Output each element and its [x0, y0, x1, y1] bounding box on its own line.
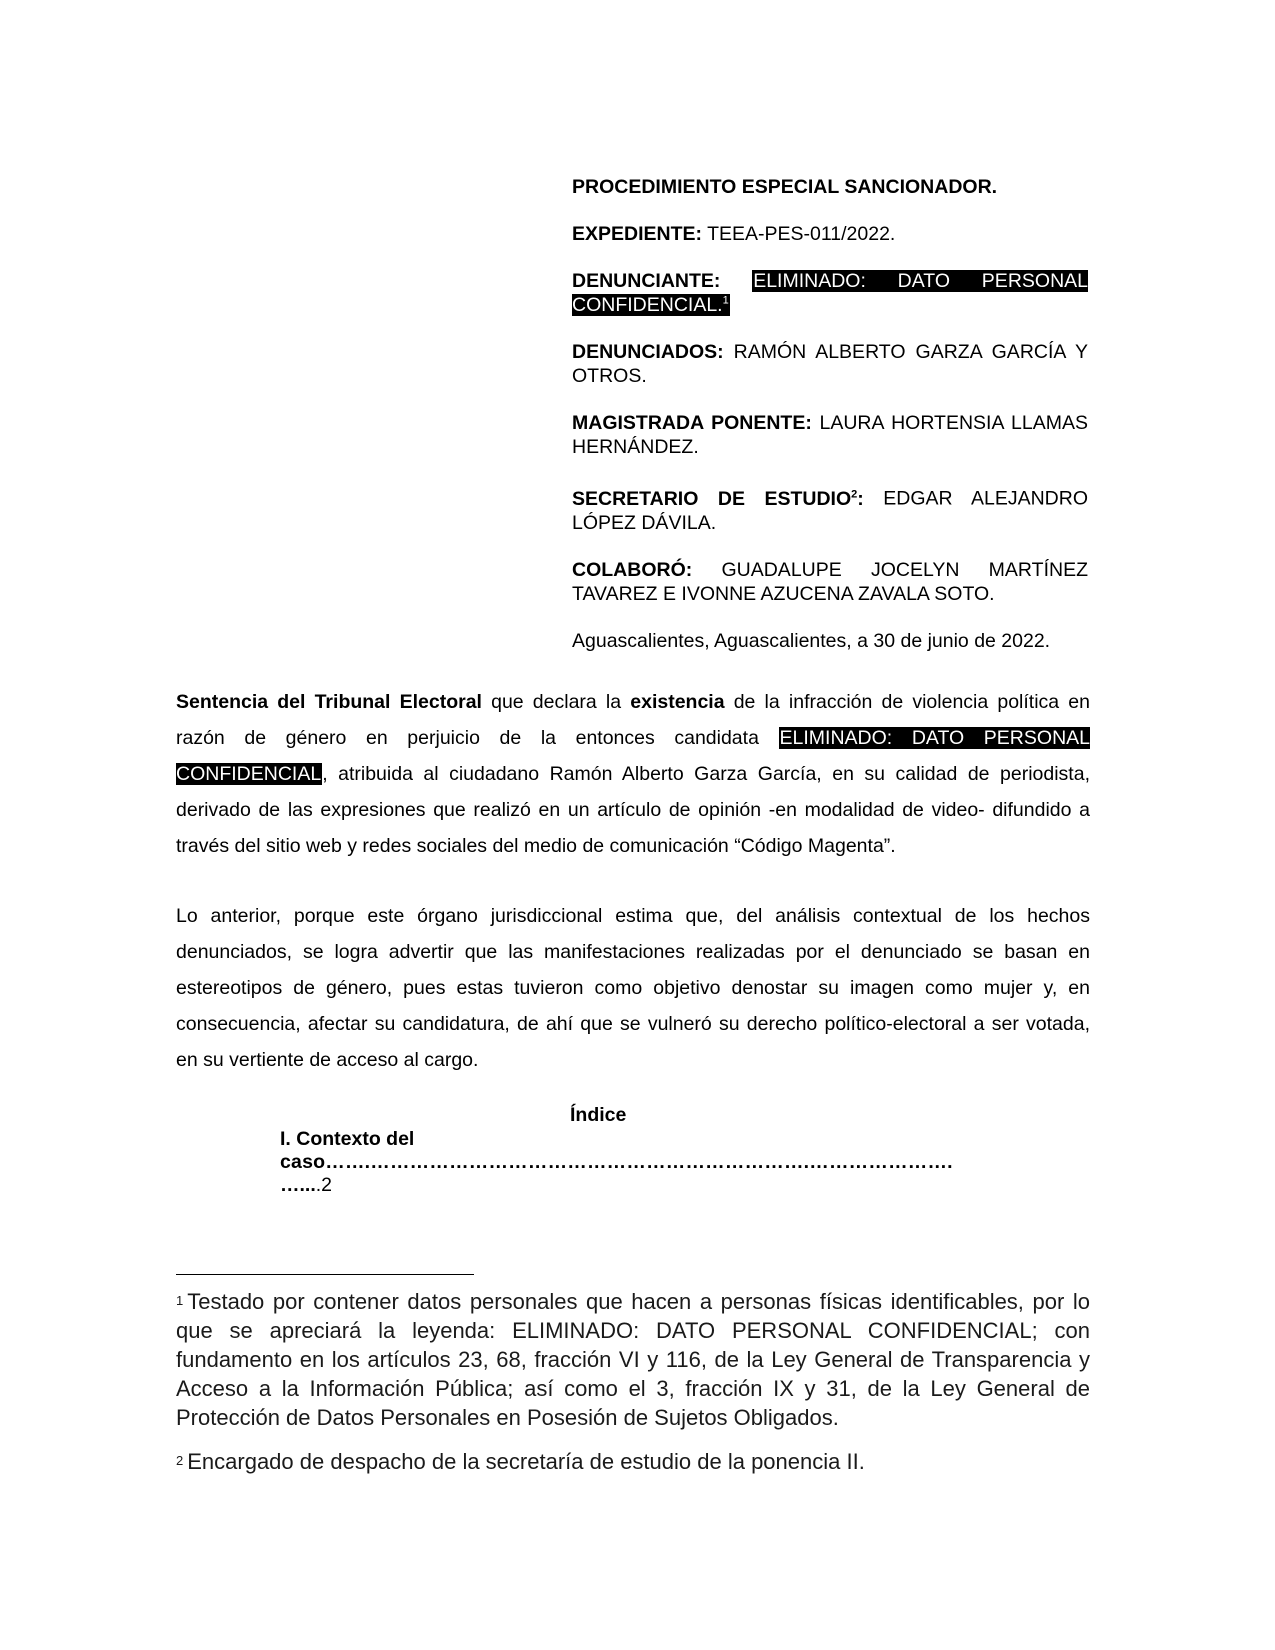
footnote-ref-2: 2 [851, 488, 858, 500]
colaboro-value: GUADALUPE JOCELYN MARTÍNEZ TAVAREZ E IVONNE AZUCENA ZAVALA SOTO. [572, 558, 1088, 605]
colaboro-label: COLABORÓ: [572, 558, 693, 581]
p1-redacted: ELIMINADO: DATO PERSONAL CONFIDENCIAL [176, 727, 1090, 785]
document-date: Aguascalientes, Aguascalientes, a 30 de junio de 2022. [572, 629, 1051, 652]
case-header [572, 175, 1088, 676]
expediente-label: EXPEDIENTE: [572, 223, 703, 245]
p1-text-3: , atribuida al ciudadano Ramón Alberto Garza García, en su calidad de periodista, derivado de las expresiones que realizó en un artículo de opinión -en modalidad de video- difundido a través del sitio web y redes sociales del medio de comunicación “Código Magenta”. [176, 763, 1090, 857]
magistrada-label: MAGISTRADA PONENTE: [572, 412, 812, 434]
magistrada-value: LAURA HORTENSIA LLAMAS HERNÁNDEZ. [572, 412, 1088, 458]
p1-text-2: de la infracción de violencia política en razón de género en perjuicio de la entonces candidata [176, 691, 1090, 749]
denunciados-line [572, 340, 1088, 388]
secretario-label [572, 488, 864, 510]
denunciante-line [572, 269, 1088, 317]
magistrada-line [572, 411, 1088, 459]
footnote-1 [176, 1286, 1090, 1432]
denunciante-label: DENUNCIANTE: [572, 270, 721, 292]
resolution-body [176, 684, 1090, 1112]
footnote-separator [176, 1274, 474, 1275]
colaboro-line [572, 558, 1088, 606]
footnote-ref-1: 1 [722, 294, 729, 307]
footnotes [176, 1286, 1090, 1490]
footnote-1-number: 1 [176, 1293, 184, 1308]
paragraph-1 [176, 684, 1090, 864]
denunciados-value: RAMÓN ALBERTO GARZA GARCÍA Y OTROS. [572, 341, 1088, 387]
p1-text-1: que declara la [481, 691, 631, 713]
p1-bold-2: existencia [630, 691, 725, 713]
footnote-2 [176, 1446, 1090, 1476]
denunciados-label: DENUNCIADOS: [572, 341, 724, 363]
index-title: Índice [570, 1104, 627, 1126]
index-entry-page: .2 [315, 1174, 333, 1196]
index-entry-dots: …... [280, 1174, 316, 1196]
footnote-2-text: Encargado de despacho de la secretaría de estudio de la ponencia II. [187, 1449, 865, 1474]
index-entry-line-1: I. Contexto del [280, 1128, 415, 1150]
index-entry[interactable] [280, 1128, 1020, 1197]
index-entry-line-3 [280, 1174, 1020, 1197]
expediente-line [572, 222, 1088, 246]
secretario-line [572, 482, 1088, 535]
footnote-2-number: 2 [176, 1453, 184, 1468]
expediente-value: TEEA-PES-011/2022. [702, 223, 896, 245]
secretario-value: EDGAR ALEJANDRO LÓPEZ DÁVILA. [572, 487, 1089, 534]
secretario-colon: : [857, 487, 864, 510]
footnote-1-text: Testado por contener datos personales que hacen a personas físicas identificables, por lo que se apreciará la leyenda: ELIMINADO: DATO PERSONAL CONFIDENCIAL; con fundamento en los artículos 23, 68, fracción VI y 116, de la Ley General de Transparencia y Acceso a la Información Pública; así como el 3, fracción IX y 31, de la Ley General de Protección de Datos Personales en Posesión de Sujetos Obligados. [176, 1289, 1090, 1430]
denunciante-redacted: ELIMINADO: DATO PERSONAL CONFIDENCIAL. [572, 270, 1089, 316]
procedure-label: PROCEDIMIENTO ESPECIAL SANCIONADOR. [572, 176, 998, 198]
procedure-title [572, 175, 1088, 199]
paragraph-2: Lo anterior, porque este órgano jurisdiccional estima que, del análisis contextual de los hechos denunciados, se logra advertir que las manifestaciones realizadas por el denunciado se basan en estereotipos de género, pues estas tuvieron como objetivo denostar su imagen como mujer y, en consecuencia, afectar su candidatura, de ahí que se vulneró su derecho político-electoral a ser votada, en su vertiente de acceso al cargo. [176, 905, 1090, 1071]
p1-bold-1: Sentencia del Tribunal Electoral [176, 691, 482, 713]
index-entry-line-2: caso…….………………………………………………………….…………………. [280, 1151, 953, 1173]
secretario-label-text: SECRETARIO DE ESTUDIO [572, 487, 852, 510]
